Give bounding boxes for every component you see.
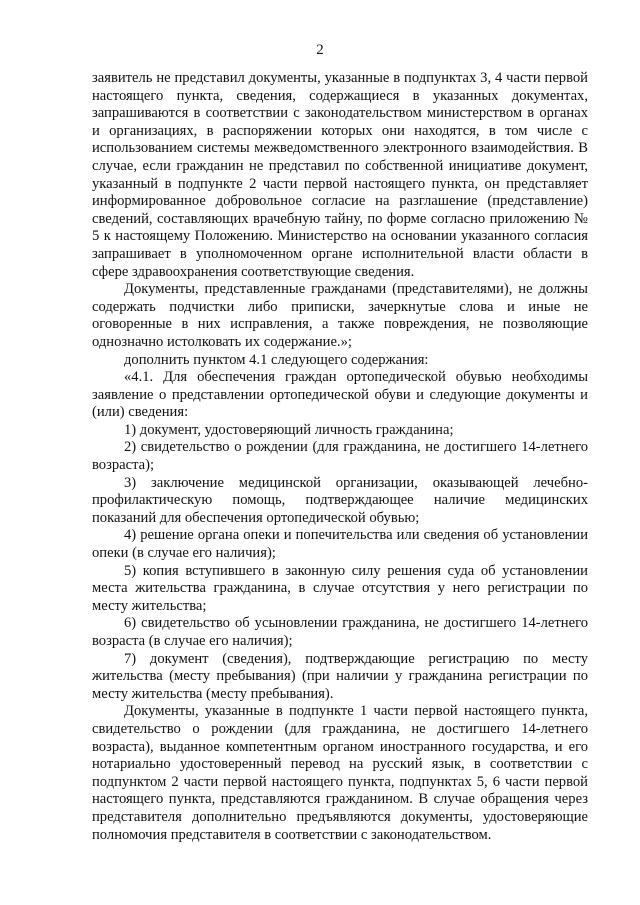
paragraph: «4.1. Для обеспечения граждан ортопедической обувью необходимы заявление о представлении ортопедической обуви и следующие документы и (или) сведения: <box>92 369 588 421</box>
list-item: 3) заключение медицинской организации, оказывающей лечебно-профилактическую помощь, подтверждающее наличие медицинских показаний для обеспечения ортопедической обувью; <box>92 474 588 526</box>
list-item: 6) свидетельство об усыновлении гражданина, не достигшего 14-летнего возраста (в случае его наличия); <box>92 615 588 649</box>
paragraph: заявитель не представил документы, указанные в подпунктах 3, 4 части первой настоящего пункта, сведения, содержащиеся в указанных документах, запрашиваются в соответствии с законодательством министерством в органах и организациях, в распоряжении которых они находятся, в том числе с использованием системы межведомственного электронного взаимодействия. В случае, если гражданин не представил по собственной инициативе документ, указанный в подпункте 2 части первой настоящего пункта, он представляет информированное добровольное согласие на разглашение (представление) сведений, составляющих врачебную тайну, по форме согласно приложению № 5 к настоящему Положению. Министерство на основании указанного согласия запрашивает в уполномоченном органе исполнительной власти области в сфере здравоохранения соответствующие сведения. <box>92 70 588 280</box>
paragraph: дополнить пунктом 4.1 следующего содержания: <box>124 351 429 368</box>
list-item: 5) копия вступившего в законную силу решения суда об установлении места жительства гражданина, в случае отсутствия у него регистрации по месту жительства; <box>92 562 588 614</box>
list-item: 7) документ (сведения), подтверждающие регистрацию по месту жительства (месту пребывания) (при наличии у гражданина регистрации по месту жительства (месту пребывания). <box>92 650 588 702</box>
document-body <box>92 70 588 844</box>
paragraph: Документы, указанные в подпункте 1 части первой настоящего пункта, свидетельство о рождении (для гражданина, не достигшего 14-летнего возраста), выданное компетентным органом иностранного государства, и его нотариально удостоверенный перевод на русский язык, в соответствии с подпунктом 2 части первой настоящего пункта, подпунктах 5, 6 части первой настоящего пункта, представляются гражданином. В случае обращения через представителя дополнительно предъявляются документы, удостоверяющие полномочия представителя в соответствии с законодательством. <box>92 703 588 843</box>
paragraph: Документы, представленные гражданами (представителями), не должны содержать подчистки либо приписки, зачеркнутые слова и иные не оговоренные в них исправления, а также повреждения, не позволяющие однозначно истолковать их содержание.»; <box>92 281 588 350</box>
list-item: 4) решение органа опеки и попечительства или сведения об установлении опеки (в случае его наличия); <box>92 527 588 562</box>
list-item: 2) свидетельство о рождении (для гражданина, не достигшего 14-летнего возраста); <box>92 439 588 474</box>
list-item: 1) документ, удостоверяющий личность гражданина; <box>124 421 454 438</box>
page-number: 2 <box>316 42 324 58</box>
